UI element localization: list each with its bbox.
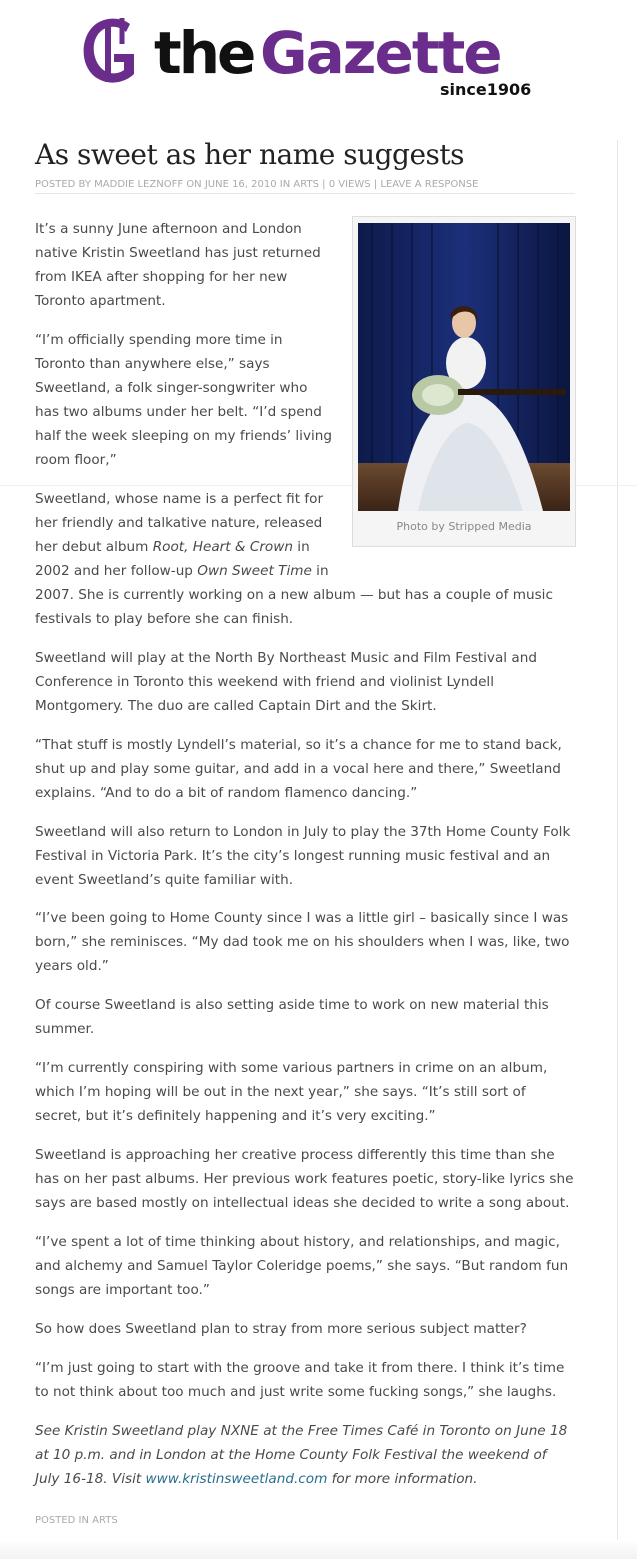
sidebar-divider [617,140,618,1550]
meta-in: IN [279,179,291,190]
photo-caption: Photo by Stripped Media [396,520,532,533]
masthead [0,0,637,120]
paragraph-14-text-a: See Kristin Sweetland play NXNE at the Free Times Café in Toronto on June 18 at 10 p.m. and in London at the Home County Folk Festival the weekend of July 16-18. Visit [35,1423,568,1487]
album-title-2: Own Sweet Time [197,563,312,579]
paragraph-3-text-b: in 2002 and her follow-up [35,539,310,579]
paragraph-3-continued: 2007. She is currently working on a new album — but has a couple of music festivals to play before she can finish. [35,587,553,627]
paragraph-4: Sweetland will play at the North By Northeast Music and Film Festival and Conference in Toronto this weekend with friend and violinist Lyndell Montgomery. The duo are called Captain Dirt and the Skirt. [35,650,537,714]
paragraph-6: Sweetland will also return to London in July to play the 37th Home County Folk Festival in Victoria Park. It’s the city’s longest running music festival and an event Sweetland’s quite familiar with. [35,824,571,888]
paragraph-9: “I’m currently conspiring with some various partners in crime on an album, which I’m hoping will be out in the next year,” she says. “It’s still sort of secret, but it’s definitely happening and it’s very exciting.” [35,1060,548,1124]
article-photo[interactable] [358,223,570,511]
paragraph-10: Sweetland is approaching her creative process differently this time than she has on her past albums. Her previous work features poetic, story-like lyrics she says are based mostly on intellectual ideas she decided to write a song about. [35,1147,574,1211]
post-meta [35,179,478,190]
paragraph-12: So how does Sweetland plan to stray from more serious subject matter? [35,1321,527,1337]
article-figure [352,216,576,547]
logo-since-text: since1906 [440,80,532,99]
paragraph-3-text-c: in [311,563,329,579]
meta-separator: | [373,179,378,190]
meta-on: ON [186,179,202,190]
meta-divider [35,193,575,194]
page-bottom-shade [0,1540,637,1559]
meta-date: JUNE 16, 2010 [204,179,277,190]
meta-posted-by: POSTED BY [35,179,91,190]
meta-separator: | [322,179,326,190]
footer-posted-in: POSTED IN [35,1515,89,1526]
album-title-1: Root, Heart & Crown [152,539,293,555]
paragraph-8: Of course Sweetland is also setting aside time to work on new material this summer. [35,997,549,1037]
leave-response-link[interactable]: LEAVE A RESPONSE [380,179,479,190]
category-link[interactable]: ARTS [293,179,319,190]
footer-category-link[interactable]: ARTS [92,1515,118,1526]
paragraph-14-text-b: for more information. [327,1471,478,1487]
paragraph-11: “I’ve spent a lot of time thinking about history, and relationships, and magic, and alchemy and Samuel Taylor Coleridge poems,” she says. “But random fun songs are important too.” [35,1234,569,1298]
paragraph-13: “I’m just going to start with the groove and take it from there. I think it’s time to not think about too much and just write some fucking songs,” she laughs. [35,1360,565,1400]
article-title[interactable]: As sweet as her name suggests [35,138,465,171]
gazette-logo-icon[interactable] [78,14,148,88]
paragraph-14 [35,1419,575,1491]
website-link[interactable]: www.kristinsweetland.com [145,1471,328,1487]
paragraph-1: It’s a sunny June afternoon and London native Kristin Sweetland has just returned from IKEA after shopping for her new Toronto apartment. [35,221,321,309]
views-count: 0 VIEWS [328,179,371,190]
paragraph-3-text-a: Sweetland, whose name is a perfect fit for her friendly and talkative nature, released her debut album [35,491,324,555]
paragraph-7: “I’ve been going to Home County since I was a little girl – basically since I was born,” she reminisces. “My dad took me on his shoulders when I was, like, two years old.” [35,910,570,974]
logo-the-text[interactable]: the [154,19,254,87]
paragraph-2: “I’m officially spending more time in Toronto than anywhere else,” says Sweetland, a folk singer-songwriter who has two albums under her belt. “I’d spend half the week sleeping on my friends’ living room floor,” [35,332,333,468]
paragraph-5: “That stuff is mostly Lyndell’s material, so it’s a chance for me to stand back, shut up and play some guitar, and add in a vocal here and there,” Sweetland explains. “And to do a bit of random flamenco dancing.” [35,737,562,801]
post-footer [35,1515,118,1526]
logo-gazette-text[interactable]: Gazette [260,19,501,87]
author-link[interactable]: MADDIE LEZNOFF [94,179,184,190]
paragraph-3 [35,487,335,583]
